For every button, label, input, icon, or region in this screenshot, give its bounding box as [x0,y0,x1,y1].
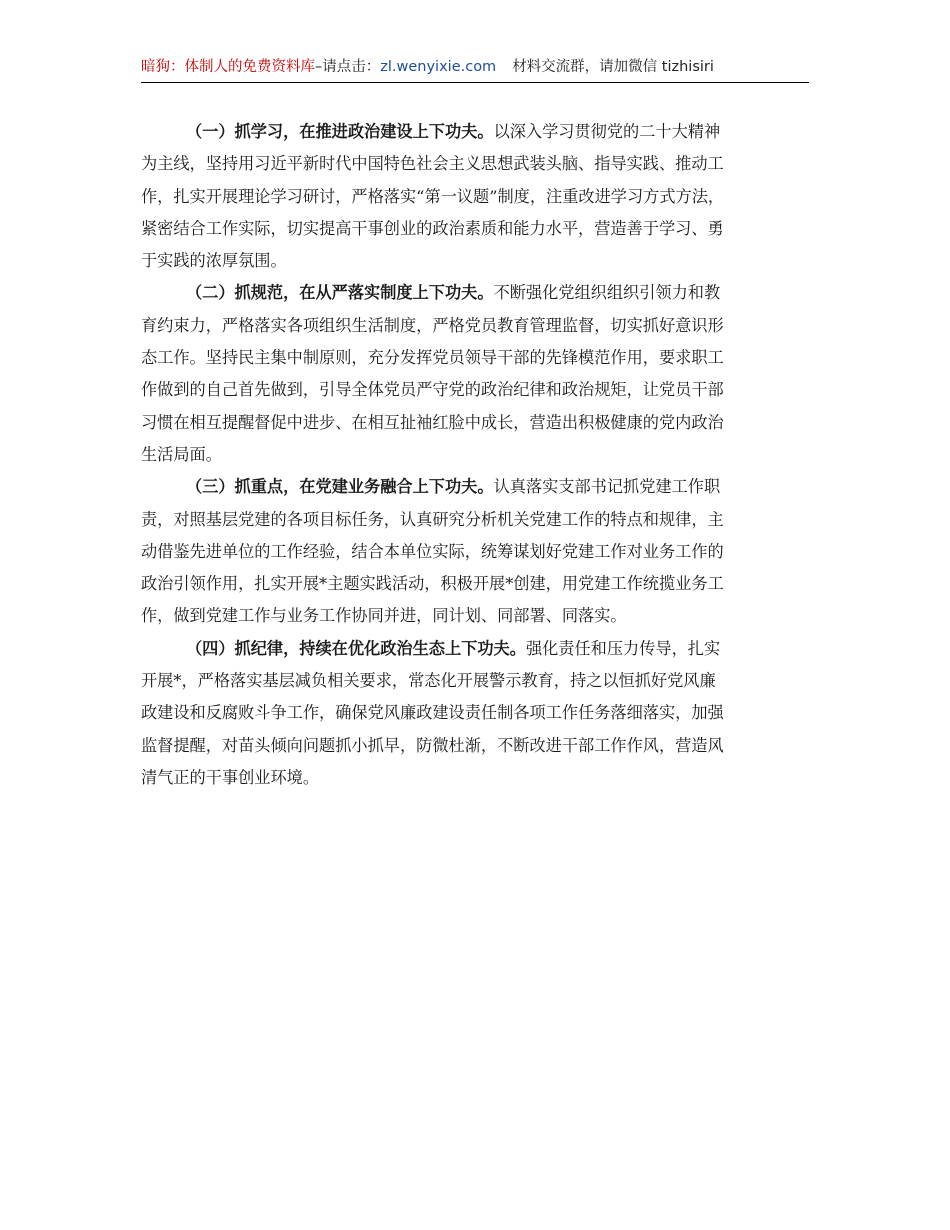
paragraph-line: 作，扎实开展理论学习研讨，严格落实“第一议题”制度，注重改进学习方式方法， [141,186,725,206]
paragraph-heading: （一）抓学习，在推进政治建设上下功夫。 [186,122,494,141]
paragraph-standards [141,277,813,471]
paragraph-heading: （三）抓重点，在党建业务融合上下功夫。 [186,477,494,497]
paragraph-line: 习惯在相互提醒督促中进步、在相互扯袖红脸中成长，营造出积极健康的党内政治 [141,412,724,432]
paragraph-heading: （二）抓规范，在从严落实制度上下功夫。 [186,283,494,303]
paragraph-line: 作，做到党建工作与业务工作协同并进，同计划、同部署、同落实。 [141,606,627,626]
paragraph-line: 育约束力，严格落实各项组织生活制度，严格党员教育管理监督，切实抓好意识形 [141,315,724,335]
paragraph-line: 监督提醒，对苗头倾向问题抓小抓早，防微杜渐，不断改进干部工作作风，营造风 [141,735,724,755]
paragraph-discipline [141,633,813,794]
header-url-link[interactable]: zl.wenyixie.com [380,59,497,75]
paragraph-first-line [141,471,813,503]
paragraph-line: 作做到的自己首先做到，引导全体党员严守党的政治纪律和政治规矩，让党员干部 [141,380,724,400]
paragraph-text: 不断强化党组织组织引领力和教 [493,283,721,303]
paragraph-first-line [141,116,813,148]
header-contact-note: 材料交流群，请加微信 tizhisiri [512,59,714,75]
paragraph-line: 政治引领作用，扎实开展*主题实践活动，积极开展*创建，用党建工作统揽业务工 [141,574,724,594]
paragraph-text: 认真落实支部书记抓党建工作职 [493,477,721,497]
paragraph-heading: （四）抓纪律，持续在优化政治生态上下功夫。 [186,638,526,658]
paragraph-first-line [141,277,813,309]
header-click-prompt: –请点击： [315,59,381,75]
paragraph-line: 政建设和反腐败斗争工作，确保党风廉政建设责任制各项工作任务落细落实，加强 [141,703,724,723]
paragraph-line: 生活局面。 [141,444,222,464]
paragraph-text: 以深入学习贯彻党的二十大精神 [493,122,721,141]
paragraph-line: 责，对照基层党建的各项目标任务，认真研究分析机关党建工作的特点和规律，主 [141,509,724,529]
paragraph-text: 强化责任和压力传导，扎实 [525,638,721,658]
paragraph-line: 态工作。坚持民主集中制原则，充分发挥党员领导干部的先锋模范作用，要求职工 [141,348,724,368]
page-header [141,56,809,83]
header-site-name: 暗狗：体制人的免费资料库 [141,59,315,75]
paragraph-priorities [141,471,813,632]
paragraph-line: 开展*，严格落实基层减负相关要求，常态化开展警示教育，持之以恒抓好党风廉 [141,671,716,691]
paragraph-line: 于实践的浓厚氛围。 [141,251,287,271]
paragraph-first-line [141,633,813,665]
paragraph-study [141,116,813,277]
paragraph-line: 为主线，坚持用习近平新时代中国特色社会主义思想武装头脑、指导实践、推动工 [141,154,724,174]
paragraph-line: 清气正的干事创业环境。 [141,767,320,787]
document-body [141,116,813,794]
paragraph-line: 动借鉴先进单位的工作经验，结合本单位实际，统筹谋划好党建工作对业务工作的 [141,541,724,561]
paragraph-line: 紧密结合工作实际，切实提高干事创业的政治素质和能力水平，营造善于学习、勇 [141,218,724,238]
